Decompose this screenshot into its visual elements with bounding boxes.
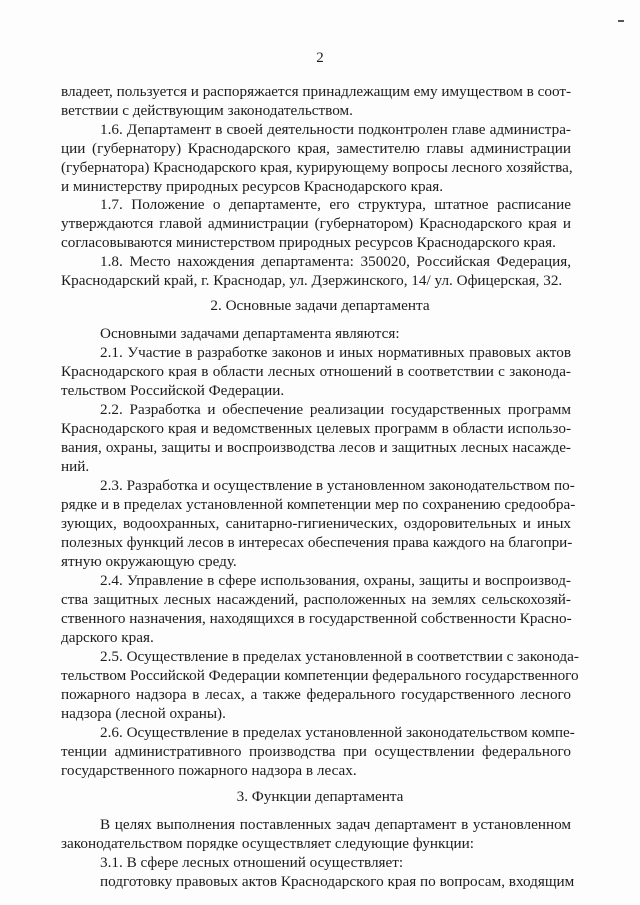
text-line: 3.1. В сфере лесных отношений осуществляет: [100,854,404,871]
text-line: Краснодарского края в области лесных отношений в соответствии с законода- [61,363,571,380]
page-number: 2 [316,50,324,66]
text-line: зующих, водоохранных, санитарно-гигиенических, оздоровительных и иных [61,515,571,532]
text-line: согласовываются министерством природных ресурсов Краснодарского края. [61,234,556,251]
text-line: утверждаются главой администрации (губернатором) Краснодарского края и [61,215,571,232]
text-line: ветствии с действующим законодательством. [61,102,353,119]
text-line: 2.6. Осуществление в пределах установленной законодательством компе- [100,724,575,741]
text-line: 1.6. Департамент в своей деятельности подконтролен главе администра- [100,121,571,138]
text-line: (губернатора) Краснодарского края, курирующему вопросы лесного хозяйства, [61,159,573,176]
text-line: полезных функций лесов в интересах обеспечения права каждого на благопри- [61,534,573,551]
text-line: ственного назначения, находящихся в государственной собственности Красно- [61,610,572,627]
text-line: и министерству природных ресурсов Краснодарского края. [61,178,444,195]
text-line: рядке и в пределах установленной компетенции мер по сохранению средообра- [61,496,576,513]
text-line: Краснодарский край, г. Краснодар, ул. Дзержинского, 14/ ул. Офицерская, 32. [61,272,563,289]
text-line: тенции административного производства при осуществлении федерального [61,743,571,760]
text-line: 2.5. Осуществление в пределах установленной в соответствии с законода- [100,648,579,665]
text-line: 2.2. Разработка и обеспечение реализации государственных программ [100,401,571,418]
text-line: государственного пожарного надзора в лесах. [61,762,357,779]
text-line: В целях выполнения поставленных задач департамент в установленном [100,816,571,833]
text-line: владеет, пользуется и распоряжается принадлежащим ему имуществом в соот- [61,83,572,100]
section-heading: 3. Функции департамента [236,788,404,805]
text-line: тельством Российской Федерации. [61,382,285,399]
text-line: 2.4. Управление в сфере использования, охраны, защиты и воспроизвод- [100,572,571,589]
scan-mark [618,20,624,22]
text-line: 1.8. Место нахождения департамента: 350020, Российская Федерация, [100,253,571,270]
text-line: вания, охраны, защиты и воспроизводства лесов и защитных лесных насажде- [61,439,571,456]
text-line: ятную окружающую среду. [61,553,237,570]
text-line: дарского края. [61,629,154,646]
text-line: Краснодарского края и ведомственных целевых программ в области использо- [61,420,571,437]
section-heading: 2. Основные задачи департамента [210,297,430,314]
text-line: тельством Российской Федерации компетенции федерального государственного [61,667,579,684]
text-line: надзора (лесной охраны). [61,705,226,722]
text-line: пожарного надзора в лесах, а также федерального государственного лесного [61,686,571,703]
text-line: подготовку правовых актов Краснодарского края по вопросам, входящим [100,873,575,890]
text-line: 1.7. Положение о департаменте, его структура, штатное расписание [100,196,571,213]
text-line: Основными задачами департамента являются: [100,325,400,342]
text-line: законодательством порядке осуществляет следующие функции: [61,835,474,852]
text-line: ства защитных лесных насаждений, расположенных на землях сельскохозяй- [61,591,571,608]
text-line: 2.1. Участие в разработке законов и иных нормативных правовых актов [100,344,571,361]
text-line: 2.3. Разработка и осуществление в установленном законодательством по- [100,477,575,494]
text-line: ции (губернатору) Краснодарского края, заместителю главы администрации [61,140,571,157]
text-line: ний. [61,458,90,475]
